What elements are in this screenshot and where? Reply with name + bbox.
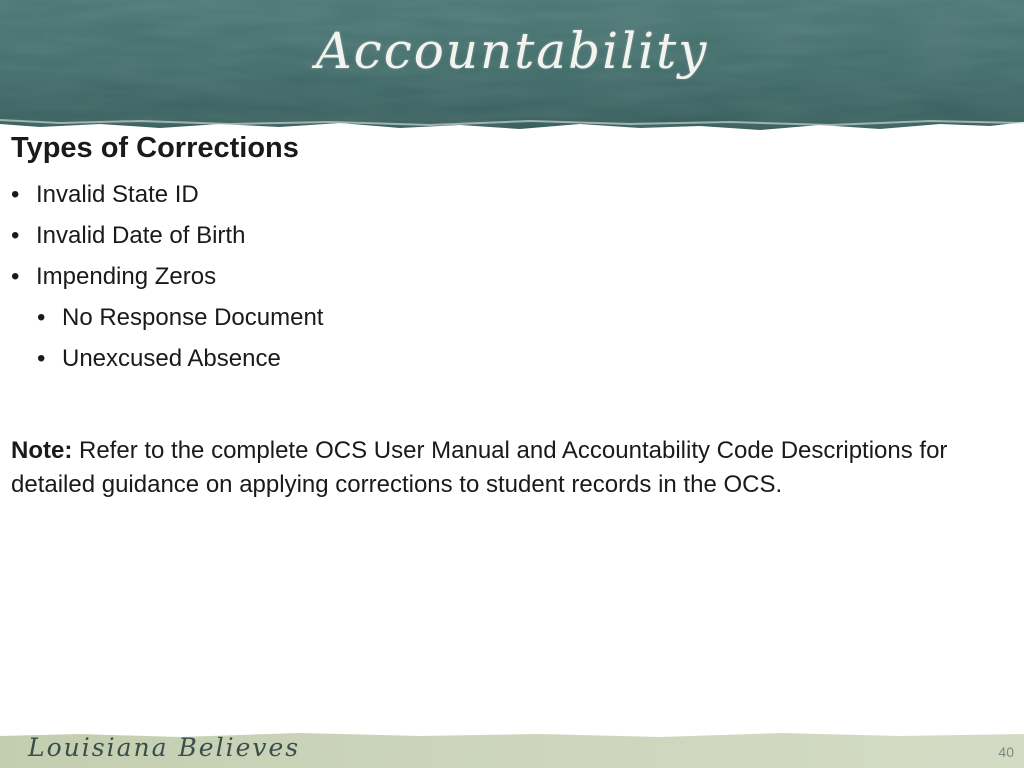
sub-list-item-text: Unexcused Absence [62, 345, 281, 372]
slide-title: Accountability [315, 22, 709, 80]
list-item-text: Impending Zeros [36, 263, 217, 290]
list-item [11, 174, 1001, 215]
chalkboard-header [0, 0, 1024, 134]
sub-list-item-text: No Response Document [62, 304, 324, 331]
bullet-icon: • [37, 345, 46, 372]
bullet-icon: • [11, 263, 20, 290]
bullet-icon: • [11, 181, 20, 208]
corrections-list [11, 174, 1001, 379]
list-item [11, 215, 1001, 256]
list-item-text: Invalid State ID [36, 181, 199, 208]
bullet-icon: • [37, 304, 46, 331]
bullet-icon: • [11, 222, 20, 249]
note-text: Refer to the complete OCS User Manual and Accountability Code Descriptions for detailed guidance on applying corrections to student records in the OCS. [11, 437, 948, 498]
list-item-text: Invalid Date of Birth [36, 222, 246, 249]
list-item [11, 256, 1001, 297]
footer-brand: Louisiana Believes [28, 733, 301, 762]
sub-list-item [11, 338, 1001, 379]
slide-content [11, 128, 1001, 502]
footer-band [0, 730, 1024, 768]
sub-list-item [11, 297, 1001, 338]
note-label: Note: [11, 437, 73, 464]
section-heading: Types of Corrections [11, 132, 299, 164]
page-number: 40 [998, 744, 1014, 760]
note-paragraph [11, 434, 996, 502]
